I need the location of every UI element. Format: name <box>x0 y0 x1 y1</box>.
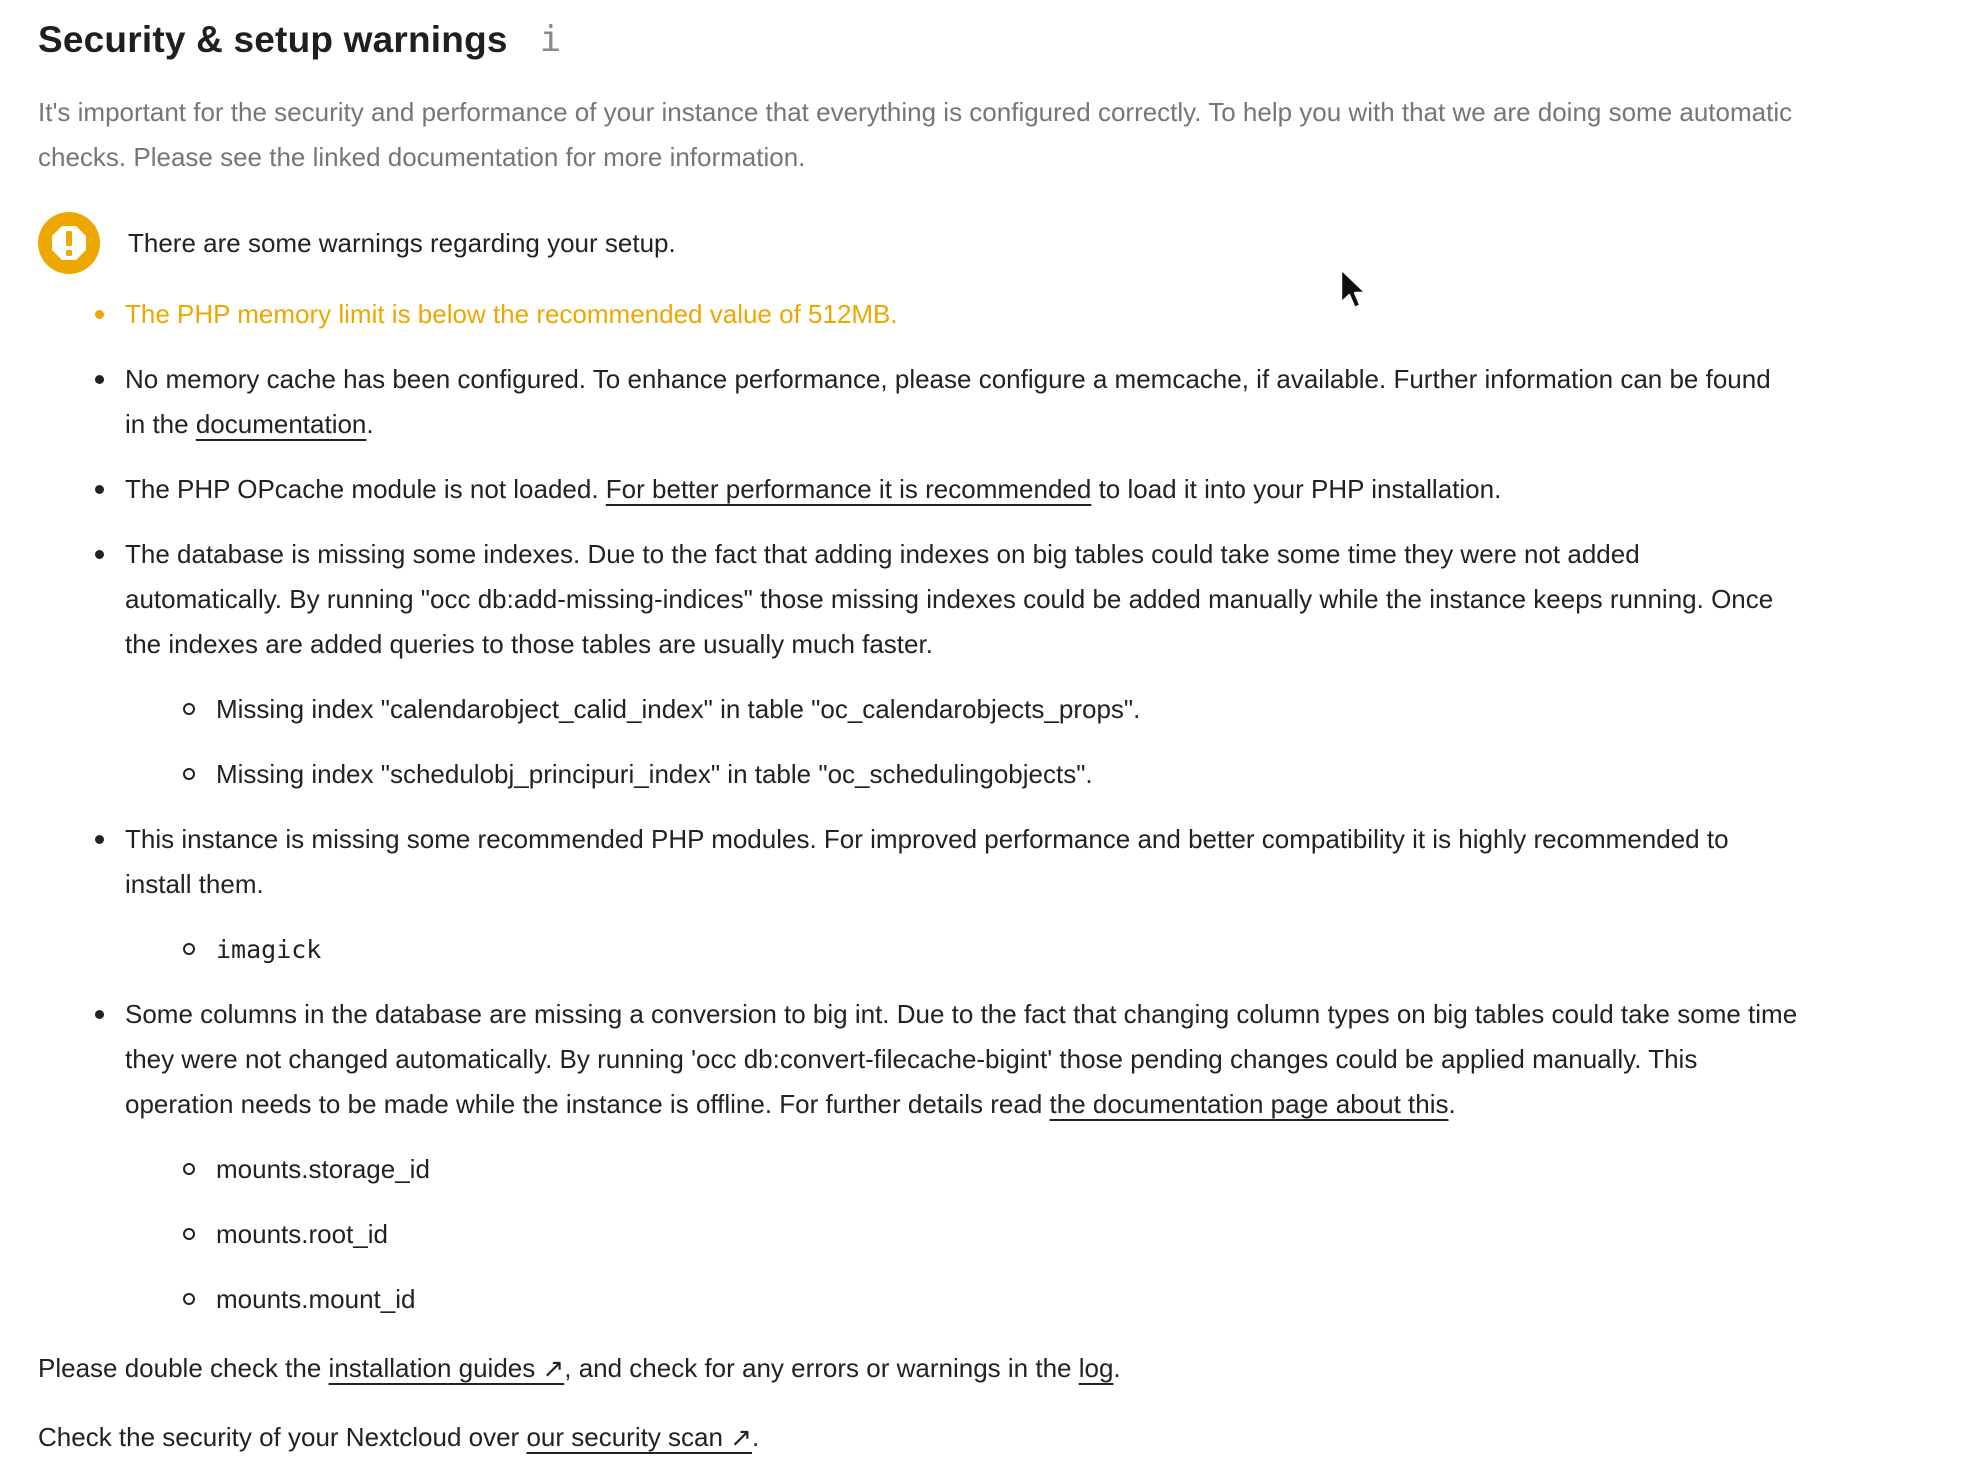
warning-bigint-conversion <box>38 992 1798 1322</box>
intro-text: It's important for the security and performance of your instance that everything is configured correctly. To help you with that we are doing some automatic checks. Please see the linked documentation for more information. <box>38 97 1793 172</box>
warning-memcache <box>38 357 1798 447</box>
warning-missing-indexes <box>38 532 1798 797</box>
setup-warning-status <box>38 212 1812 274</box>
text-segment: Check the security of your Nextcloud over <box>38 1422 527 1452</box>
text-segment: imagick <box>216 935 322 964</box>
text-segment: , and check for any errors or warnings in the <box>564 1353 1079 1383</box>
text-segment: The database is missing some indexes. Due to the fact that adding indexes on big tables could take some time they were not added automatically. By running "occ db:add-missing-indices" those missing indexes could be added manually while the instance keeps running. Once the indexes are added queries to those tables are usually much faster. <box>125 539 1774 659</box>
text-segment: Missing index "calendarobject_calid_index" in table "oc_calendarobjects_props". <box>216 694 1141 724</box>
text-segment: mounts.storage_id <box>216 1154 430 1184</box>
text-segment: Missing index "schedulobj_principuri_index" in table "oc_schedulingobjects". <box>216 759 1093 789</box>
bigint-column-item <box>125 1277 1798 1322</box>
page-title: Security & setup warnings <box>38 19 508 60</box>
text-segment: The PHP memory limit is below the recommended value of 512MB. <box>125 299 898 329</box>
text-segment: . <box>752 1422 760 1452</box>
warnings-list <box>38 292 1798 1322</box>
opcache-recommendation-link[interactable]: For better performance it is recommended <box>605 474 1092 504</box>
security-scan-link[interactable]: our security scan ↗ <box>526 1422 752 1452</box>
bigint-column-item <box>125 1212 1798 1257</box>
missing-index-item <box>125 687 1798 732</box>
warning-php-memory-limit <box>38 292 1798 337</box>
text-segment: No memory cache has been configured. To enhance performance, please configure a memcache, if available. Further information can be found in the <box>125 364 1771 439</box>
installation-check-hint <box>38 1346 1798 1391</box>
log-link[interactable]: log <box>1078 1353 1114 1383</box>
bigint-documentation-link[interactable]: the documentation page about this <box>1049 1089 1449 1119</box>
missing-indexes-sublist <box>125 687 1798 797</box>
text-segment: . <box>366 409 374 439</box>
text-segment: . <box>1448 1089 1456 1119</box>
memcache-documentation-link[interactable]: documentation <box>195 409 367 439</box>
warning-php-modules <box>38 817 1798 972</box>
php-module-item <box>125 927 1798 972</box>
text-segment: . <box>1113 1353 1121 1383</box>
installation-guides-link[interactable]: installation guides ↗ <box>328 1353 565 1383</box>
warning-opcache <box>38 467 1798 512</box>
php-modules-sublist <box>125 927 1798 972</box>
text-segment: mounts.mount_id <box>216 1284 416 1314</box>
status-message: There are some warnings regarding your setup. <box>128 227 676 258</box>
bigint-columns-sublist <box>125 1147 1798 1322</box>
text-segment: to load it into your PHP installation. <box>1091 474 1502 504</box>
text-segment: mounts.root_id <box>216 1219 388 1249</box>
text-segment: The PHP OPcache module is not loaded. <box>125 474 606 504</box>
section-header <box>38 16 1812 64</box>
warning-badge-icon <box>38 212 100 274</box>
missing-index-item <box>125 752 1798 797</box>
bigint-column-item <box>125 1147 1798 1192</box>
security-scan-hint <box>38 1415 1798 1460</box>
info-icon[interactable]: i <box>539 19 562 60</box>
text-segment: Some columns in the database are missing a conversion to big int. Due to the fact that changing column types on big tables could take some time they were not changed automatically. By running 'occ db:convert-filecache-bigint' those pending changes could be applied manually. This operation needs to be made while the instance is offline. For further details read <box>125 999 1798 1119</box>
text-segment: This instance is missing some recommended PHP modules. For improved performance and better compatibility it is highly recommended to install them. <box>125 824 1729 899</box>
text-segment: Please double check the <box>38 1353 329 1383</box>
